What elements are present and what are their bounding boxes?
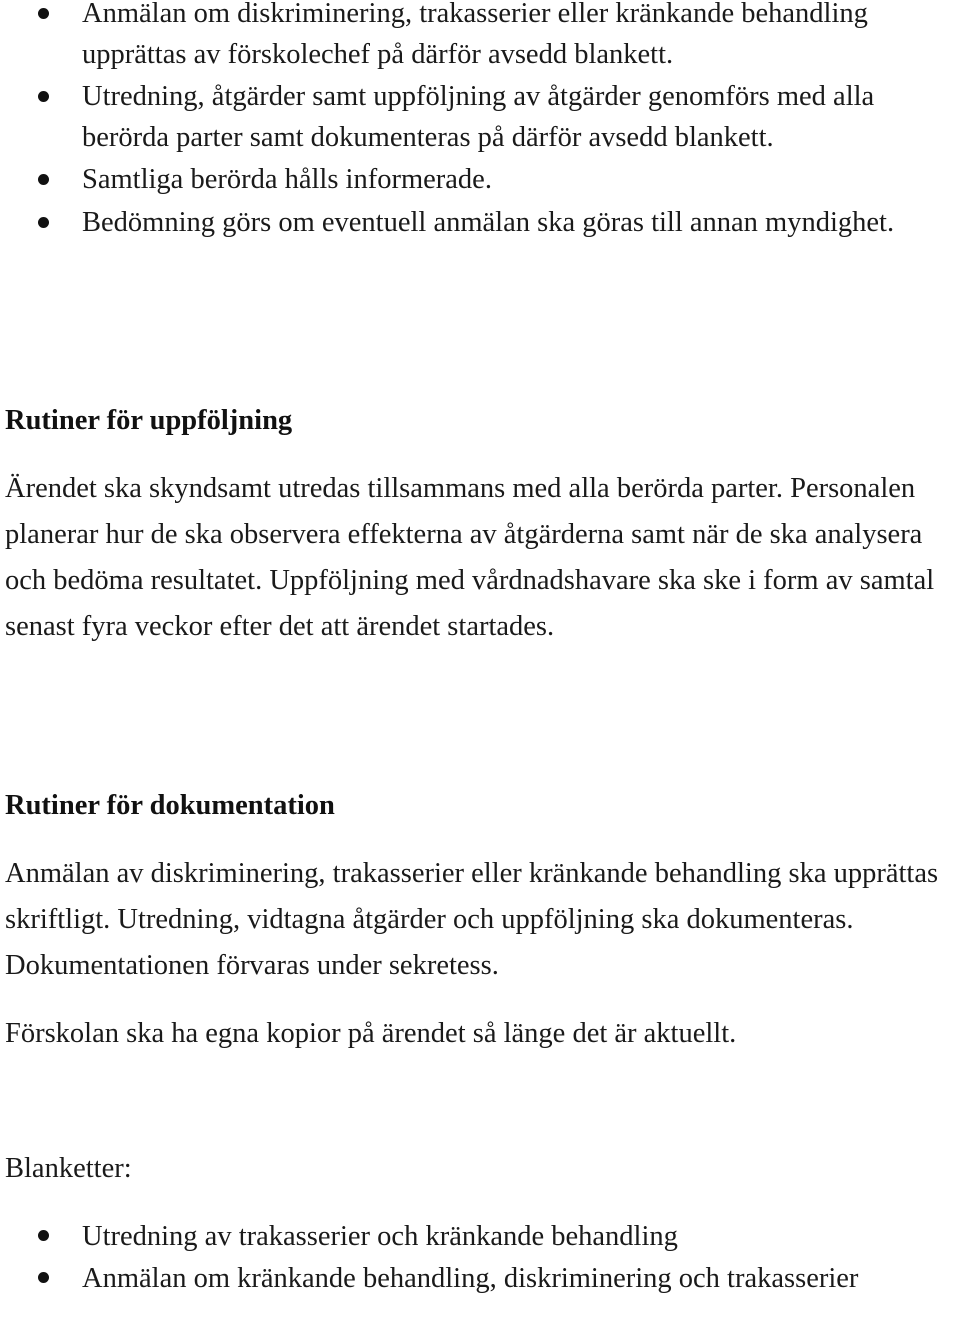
list-item — [0, 203, 950, 244]
bullet-icon — [38, 1230, 49, 1241]
list-item-text: Samtliga berörda hålls informerade. — [82, 164, 492, 195]
paragraph-dokumentation: Anmälan av diskriminering, trakasserier eller kränkande behandling ska upprättas skriftligt. Utredning, vidtagna åtgärder och uppföljning ska dokumenteras. Dokumentationen förvaras under sekretess. — [5, 858, 939, 981]
list-item-text: Utredning av trakasserier och kränkande behandling — [82, 1221, 678, 1252]
section-heading-dokumentation: Rutiner för dokumentation — [5, 790, 335, 821]
action-bullet-list — [0, 0, 950, 245]
section-heading-uppfoljning: Rutiner för uppföljning — [5, 405, 293, 436]
paragraph-uppfoljning: Ärendet ska skyndsamt utredas tillsammans med alla berörda parter. Personalen planerar hur de ska observera effekterna av åtgärderna samt när de ska analysera och bedöma resultatet. Uppföljning med vårdnadshavare ska ske i form av samtal senast fyra veckor efter det att ärendet startades. — [5, 473, 935, 642]
bullet-icon — [38, 217, 49, 228]
bullet-icon — [38, 174, 49, 185]
bullet-icon — [38, 1272, 49, 1283]
list-item-text: Utredning, åtgärder samt uppföljning av åtgärder genomförs med alla berörda parter samt dokumenteras på därför avsedd blankett. — [82, 81, 875, 153]
list-item — [0, 160, 950, 201]
form-bullet-list — [0, 1216, 950, 1299]
list-item-text: Anmälan om diskriminering, trakasserier eller kränkande behandling upprättas av förskolechef på därför avsedd blankett. — [82, 0, 868, 70]
list-item — [0, 77, 950, 158]
list-item — [0, 1258, 950, 1300]
list-item — [0, 1216, 950, 1258]
bullet-icon — [38, 91, 49, 102]
list-item-text: Bedömning görs om eventuell anmälan ska göras till annan myndighet. — [82, 206, 895, 238]
paragraph-kopior: Förskolan ska ha egna kopior på ärendet så länge det är aktuellt. — [5, 1018, 737, 1049]
list-item — [0, 0, 950, 75]
list-item-text: Anmälan om kränkande behandling, diskriminering och trakasserier — [82, 1262, 859, 1294]
bullet-icon — [38, 8, 49, 19]
blanketter-label: Blanketter: — [5, 1153, 132, 1184]
